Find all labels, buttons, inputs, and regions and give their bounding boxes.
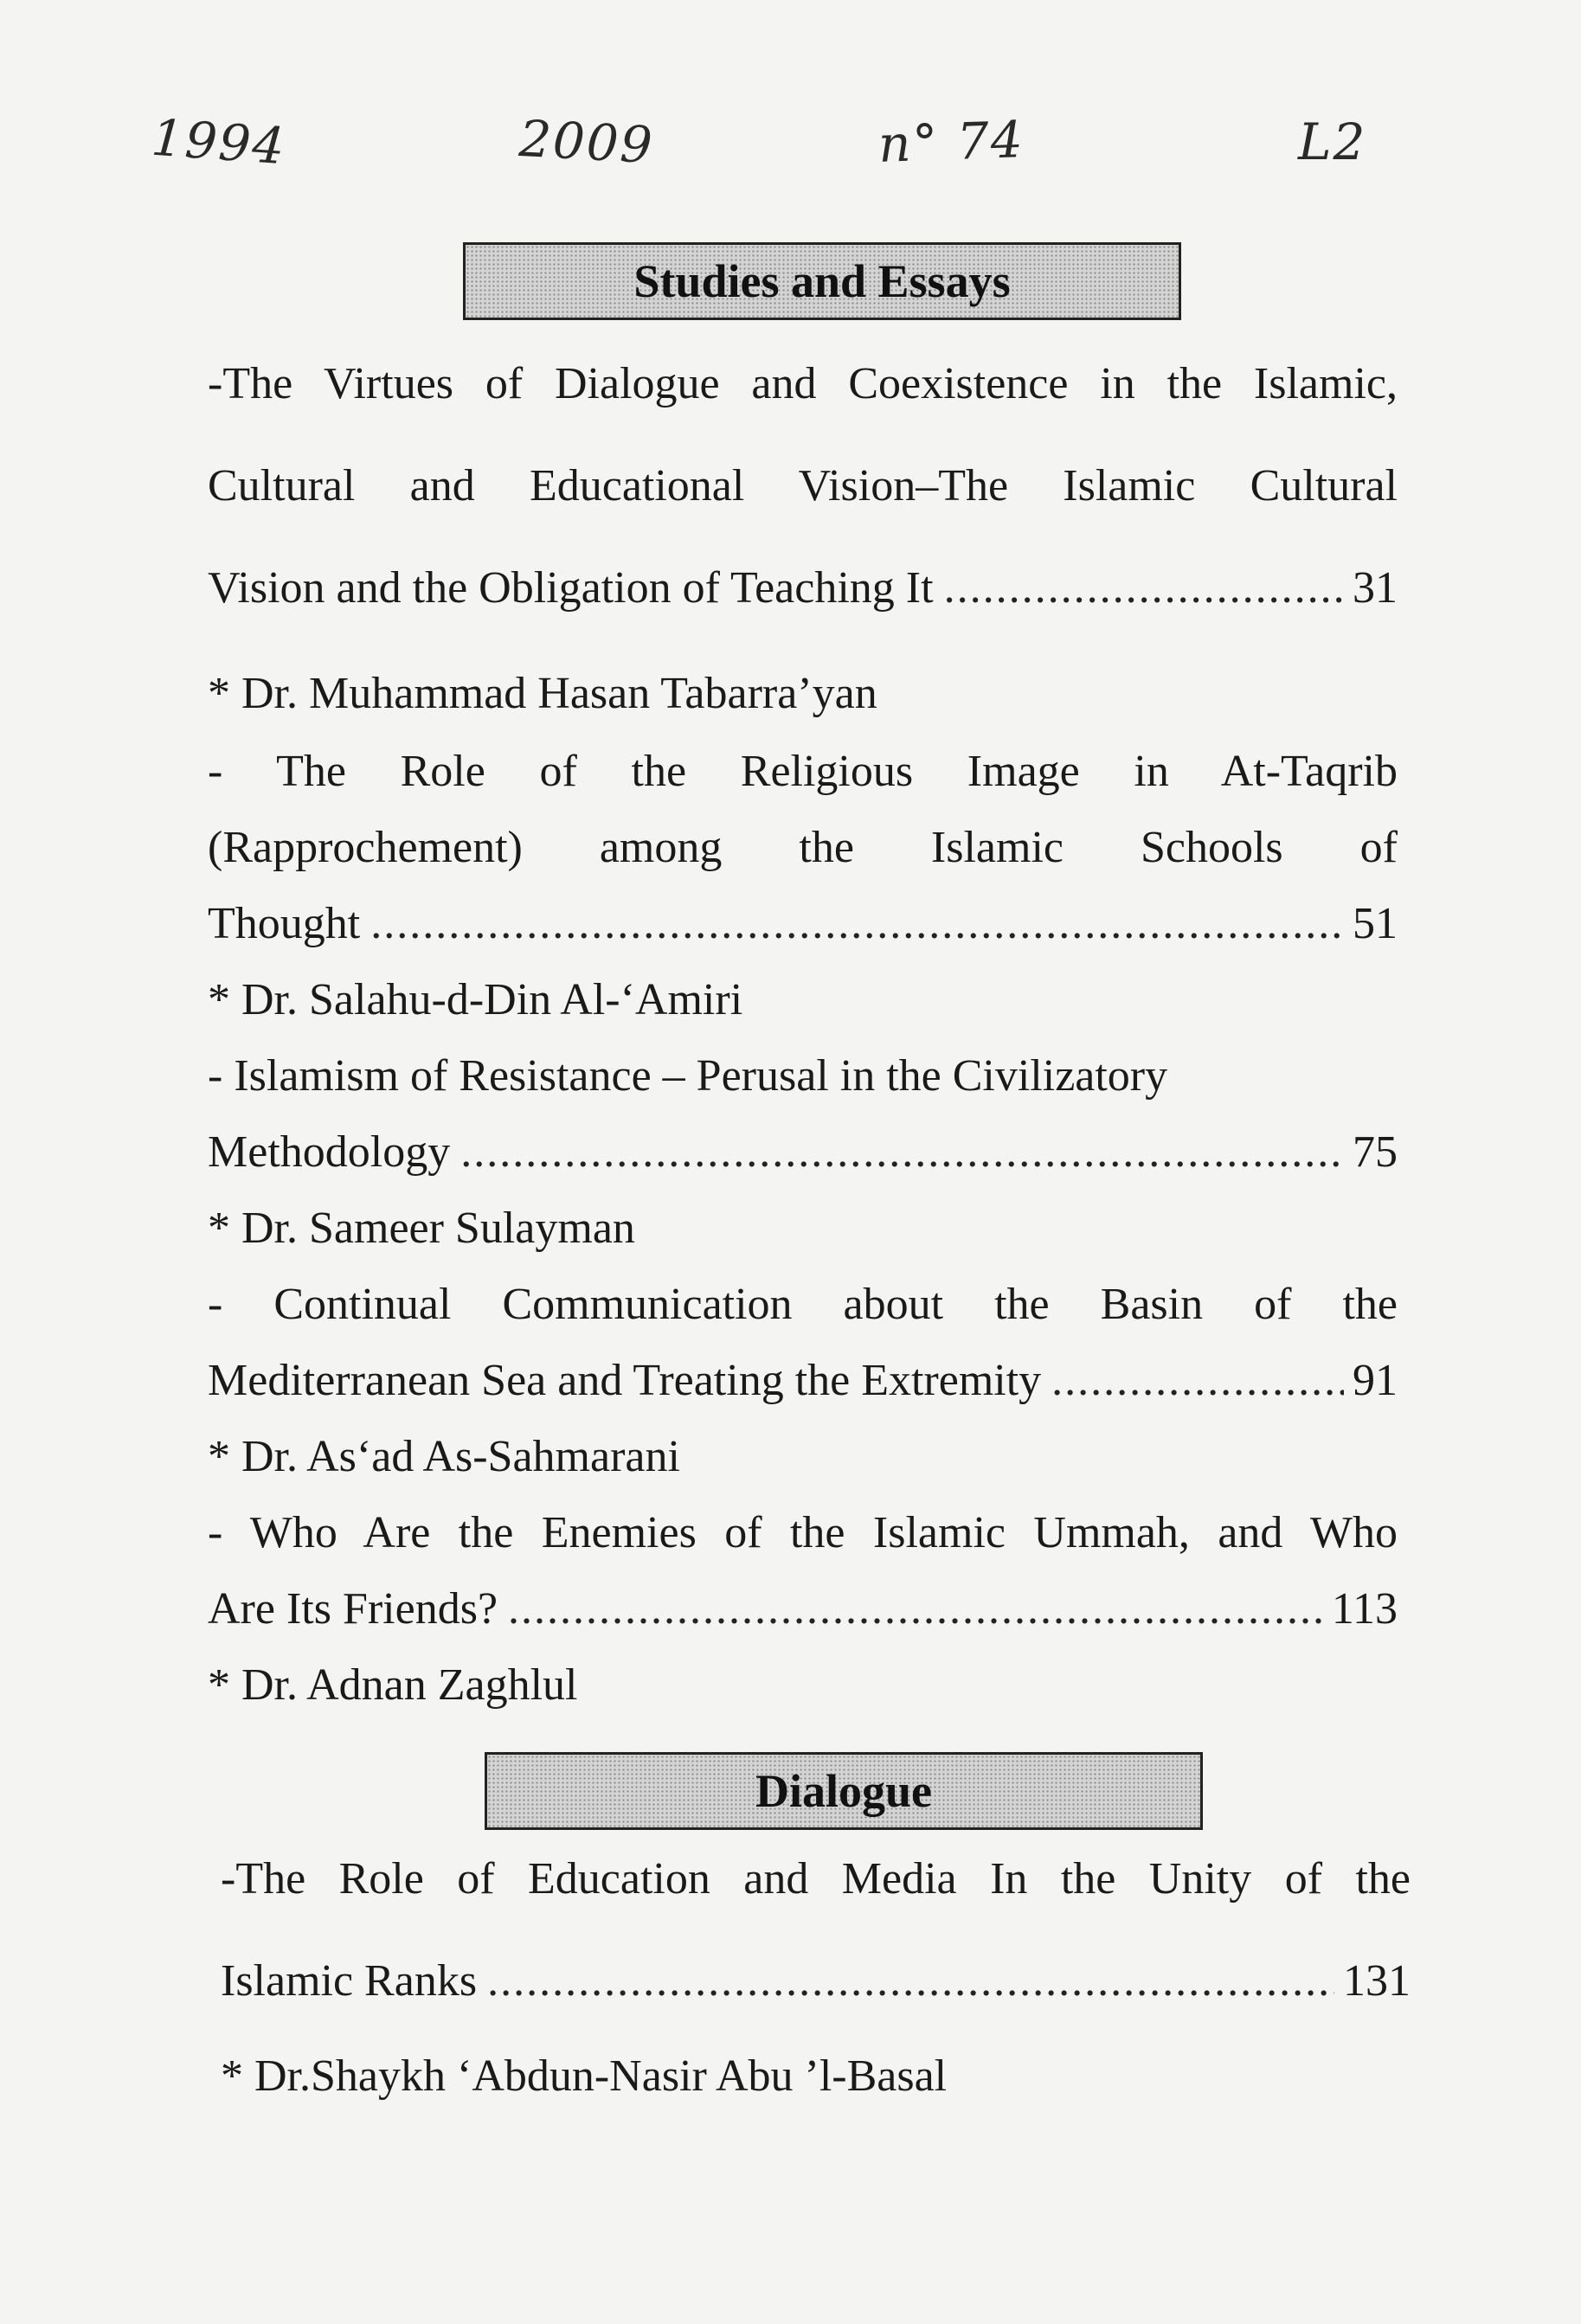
page-number: 31 — [1353, 563, 1398, 613]
entry-author: * Dr. Sameer Sulayman — [208, 1204, 635, 1253]
section-title: Studies and Essays — [633, 255, 1011, 307]
dot-leader — [508, 1582, 1323, 1637]
entry-title-line: - Who Are the Enemies of the Islamic Ummah, and Who — [208, 1508, 1398, 1557]
page-number: 51 — [1353, 899, 1398, 948]
entry-title-end: Methodology — [208, 1127, 451, 1177]
toc-entry-education-media[interactable] — [221, 1954, 1411, 2009]
entry-title-end: Mediterranean Sea and Treating the Extremity — [208, 1356, 1042, 1405]
handwritten-issue-number: n° 74 — [877, 110, 1025, 174]
dot-leader — [487, 1954, 1334, 2009]
entry-title-line: Cultural and Educational Vision–The Islamic Cultural — [208, 461, 1398, 510]
page-number: 131 — [1343, 1956, 1411, 2006]
entry-author: * Dr. Adnan Zaghlul — [208, 1660, 578, 1710]
toc-entry-islamism-resistance[interactable] — [208, 1125, 1398, 1180]
toc-entry-mediterranean[interactable] — [208, 1353, 1398, 1409]
entry-author: * Dr.Shaykh ‘Abdun-Nasir Abu ’l-Basal — [221, 2051, 948, 2101]
dot-leader — [1051, 1353, 1344, 1409]
dot-leader — [370, 896, 1344, 952]
entry-title-line: -The Virtues of Dialogue and Coexistence in the Islamic, — [208, 359, 1398, 408]
entry-title-line: - Islamism of Resistance – Perusal in the Civilizatory — [208, 1051, 1168, 1101]
section-header-dialogue — [485, 1752, 1203, 1830]
toc-entry-religious-image[interactable] — [208, 896, 1398, 952]
dot-leader — [944, 561, 1344, 616]
entry-title-line: - Continual Communication about the Basin of the — [208, 1280, 1398, 1329]
toc-entry-virtues-dialogue[interactable] — [208, 561, 1398, 616]
handwritten-year-1994: 1994 — [149, 107, 288, 177]
entry-title-line: -The Role of Education and Media In the Unity of the — [221, 1854, 1411, 1903]
entry-author: * Dr. As‘ad As-Sahmarani — [208, 1432, 680, 1481]
entry-title-end: Are Its Friends? — [208, 1584, 498, 1634]
entry-title-end: Islamic Ranks — [221, 1956, 478, 2006]
section-header-studies-essays — [463, 242, 1181, 320]
page-number: 113 — [1331, 1584, 1398, 1634]
page-number: 75 — [1353, 1127, 1398, 1177]
entry-title-line: (Rapprochement) among the Islamic Schools of — [208, 823, 1398, 872]
dot-leader — [460, 1125, 1344, 1180]
handwritten-year-2009: 2009 — [517, 108, 656, 176]
entry-title-end: Vision and the Obligation of Teaching It — [208, 563, 934, 613]
section-title: Dialogue — [755, 1765, 932, 1817]
entry-title-line: - The Role of the Religious Image in At-Taqrib — [208, 747, 1398, 796]
entry-title-end: Thought — [208, 899, 361, 948]
page-number: 91 — [1353, 1356, 1398, 1405]
toc-entry-enemies-friends[interactable] — [208, 1582, 1398, 1637]
entry-author: * Dr. Muhammad Hasan Tabarra’yan — [208, 669, 877, 718]
handwritten-code: L2 — [1298, 112, 1367, 171]
entry-author: * Dr. Salahu-d-Din Al-‘Amiri — [208, 975, 743, 1024]
